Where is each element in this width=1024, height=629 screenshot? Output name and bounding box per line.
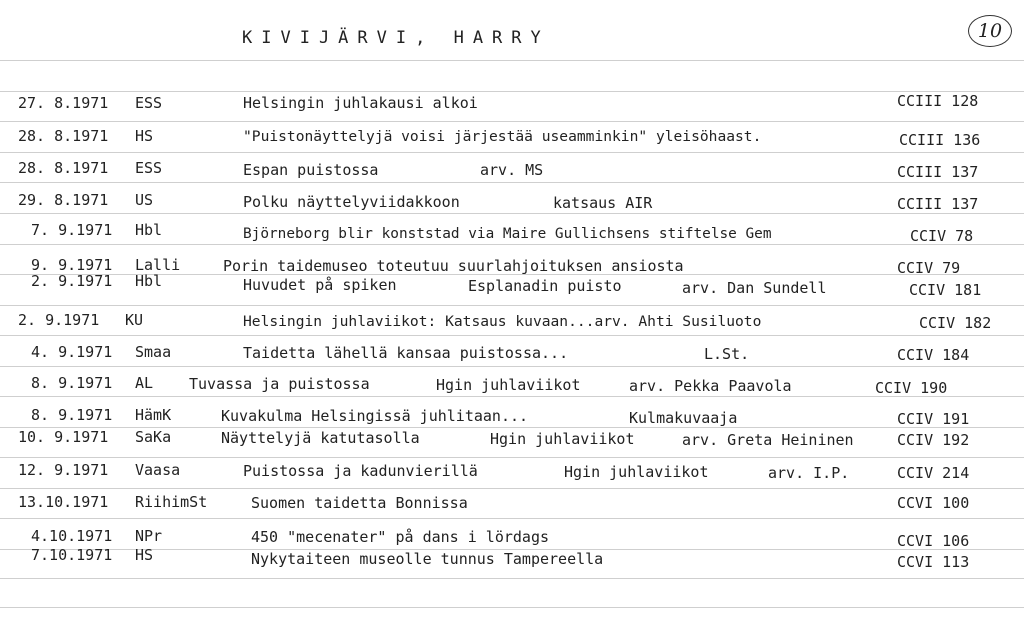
card-rule <box>0 366 1024 367</box>
entry-date: 28. 8.1971 <box>18 127 109 145</box>
entry-note: Hgin juhlaviikot <box>564 463 709 481</box>
entry-title: Tuvassa ja puistossa <box>189 375 370 393</box>
card-rule <box>0 60 1024 61</box>
entry-ref: CCIV 182 <box>919 314 992 332</box>
entry-note: arv. MS <box>480 161 544 179</box>
entry-title: Björneborg blir konststad via Maire Gullichsens stiftelse Gem <box>243 226 772 242</box>
entry-source: HS <box>135 546 154 564</box>
entry-ref: CCIV 78 <box>910 227 974 245</box>
entry-title: Suomen taidetta Bonnissa <box>251 494 468 512</box>
entry-ref: CCVI 100 <box>897 494 970 512</box>
card-rule <box>0 182 1024 183</box>
entry-source: AL <box>135 374 154 392</box>
entry-date: 28. 8.1971 <box>18 159 109 177</box>
entry-title: Kuvakulma Helsingissä juhlitaan... <box>221 407 529 425</box>
entry-title: "Puistonäyttelyjä voisi järjestää useamminkin" yleisöhaast. <box>243 128 762 145</box>
entry-ref: CCIII 136 <box>899 131 981 149</box>
entry-note-2: arv. Greta Heininen <box>682 431 854 449</box>
entry-source: NPr <box>135 527 163 545</box>
entry-title: Polku näyttelyviidakkoon <box>243 193 460 211</box>
entry-ref: CCIV 184 <box>897 346 970 364</box>
entry-source: RiihimSt <box>135 493 208 511</box>
entry-ref: CCIII 128 <box>897 92 979 110</box>
entry-ref: CCIV 181 <box>909 281 982 299</box>
entry-ref: CCIII 137 <box>897 163 979 181</box>
entry-note-2: arv. Pekka Paavola <box>629 377 792 395</box>
card-rule <box>0 396 1024 397</box>
entry-title: Taidetta lähellä kansaa puistossa... <box>243 344 569 362</box>
entry-title: Helsingin juhlaviikot: Katsaus kuvaan...arv. Ahti Susiluoto <box>243 313 762 330</box>
entry-ref: CCIII 137 <box>897 195 979 213</box>
entry-title: Puistossa ja kadunvierillä <box>243 462 478 480</box>
card-rule <box>0 152 1024 153</box>
entry-date: 4.10.1971 <box>31 527 113 545</box>
entry-date: 4. 9.1971 <box>31 343 113 361</box>
card-rule <box>0 457 1024 458</box>
entry-title: Espan puistossa <box>243 161 379 179</box>
entry-note-2: arv. I.P. <box>768 464 850 482</box>
entry-note: katsaus AIR <box>553 194 653 212</box>
entry-title: Näyttelyjä katutasolla <box>221 429 420 447</box>
entry-date: 27. 8.1971 <box>18 94 109 112</box>
entry-date: 8. 9.1971 <box>31 374 113 392</box>
entry-source: KU <box>125 311 144 329</box>
card-rule <box>0 335 1024 336</box>
entry-source: ESS <box>135 159 163 177</box>
entry-ref: CCIV 190 <box>875 379 948 397</box>
entry-note: L.St. <box>704 345 750 363</box>
entry-date: 7. 9.1971 <box>31 221 113 239</box>
entry-date: 2. 9.1971 <box>18 311 100 329</box>
entry-note-2: arv. Dan Sundell <box>682 279 827 297</box>
card-rule <box>0 121 1024 122</box>
card-rule <box>0 607 1024 608</box>
entry-date: 7.10.1971 <box>31 546 113 564</box>
card-number-badge: 10 <box>968 15 1012 47</box>
entry-title: Huvudet på spiken <box>243 276 397 294</box>
entry-date: 8. 9.1971 <box>31 406 113 424</box>
entry-note: Esplanadin puisto <box>468 277 622 295</box>
card-rule <box>0 213 1024 214</box>
entry-source: Vaasa <box>135 461 181 479</box>
entry-ref: CCVI 106 <box>897 532 970 550</box>
entry-note: Hgin juhlaviikot <box>436 376 581 394</box>
entry-title: Helsingin juhlakausi alkoi <box>243 94 478 112</box>
entry-source: HämK <box>135 406 172 424</box>
entry-source: Hbl <box>135 272 163 290</box>
entry-title: Nykytaiteen museolle tunnus Tampereella <box>251 550 604 568</box>
card-rule <box>0 244 1024 245</box>
entry-source: Smaa <box>135 343 172 361</box>
entry-date: 12. 9.1971 <box>18 461 109 479</box>
entry-ref: CCIV 192 <box>897 431 970 449</box>
card-rule <box>0 518 1024 519</box>
entry-ref: CCIV 191 <box>897 410 970 428</box>
entry-note: Hgin juhlaviikot <box>490 430 635 448</box>
entry-source: Hbl <box>135 221 163 239</box>
entry-date: 2. 9.1971 <box>31 272 113 290</box>
entry-ref: CCVI 113 <box>897 553 970 571</box>
entry-title: 450 "mecenater" på dans i lördags <box>251 528 550 546</box>
entry-title: Porin taidemuseo toteutuu suurlahjoituksen ansiosta <box>223 257 684 275</box>
entry-date: 10. 9.1971 <box>18 428 109 446</box>
card-rule <box>0 305 1024 306</box>
entry-date: 13.10.1971 <box>18 493 109 511</box>
entry-source: SaKa <box>135 428 172 446</box>
entry-source: Lalli <box>135 256 181 274</box>
entry-ref: CCIV 214 <box>897 464 970 482</box>
person-name: KIVIJÄRVI, HARRY <box>242 28 550 48</box>
entry-date: 29. 8.1971 <box>18 191 109 209</box>
entry-source: US <box>135 191 154 209</box>
entry-date: 9. 9.1971 <box>31 256 113 274</box>
card-rule <box>0 91 1024 92</box>
entry-note: Kulmakuvaaja <box>629 409 738 427</box>
entry-source: ESS <box>135 94 163 112</box>
entry-source: HS <box>135 127 154 145</box>
card-rule <box>0 488 1024 489</box>
entry-ref: CCIV 79 <box>897 259 961 277</box>
card-rule <box>0 578 1024 579</box>
